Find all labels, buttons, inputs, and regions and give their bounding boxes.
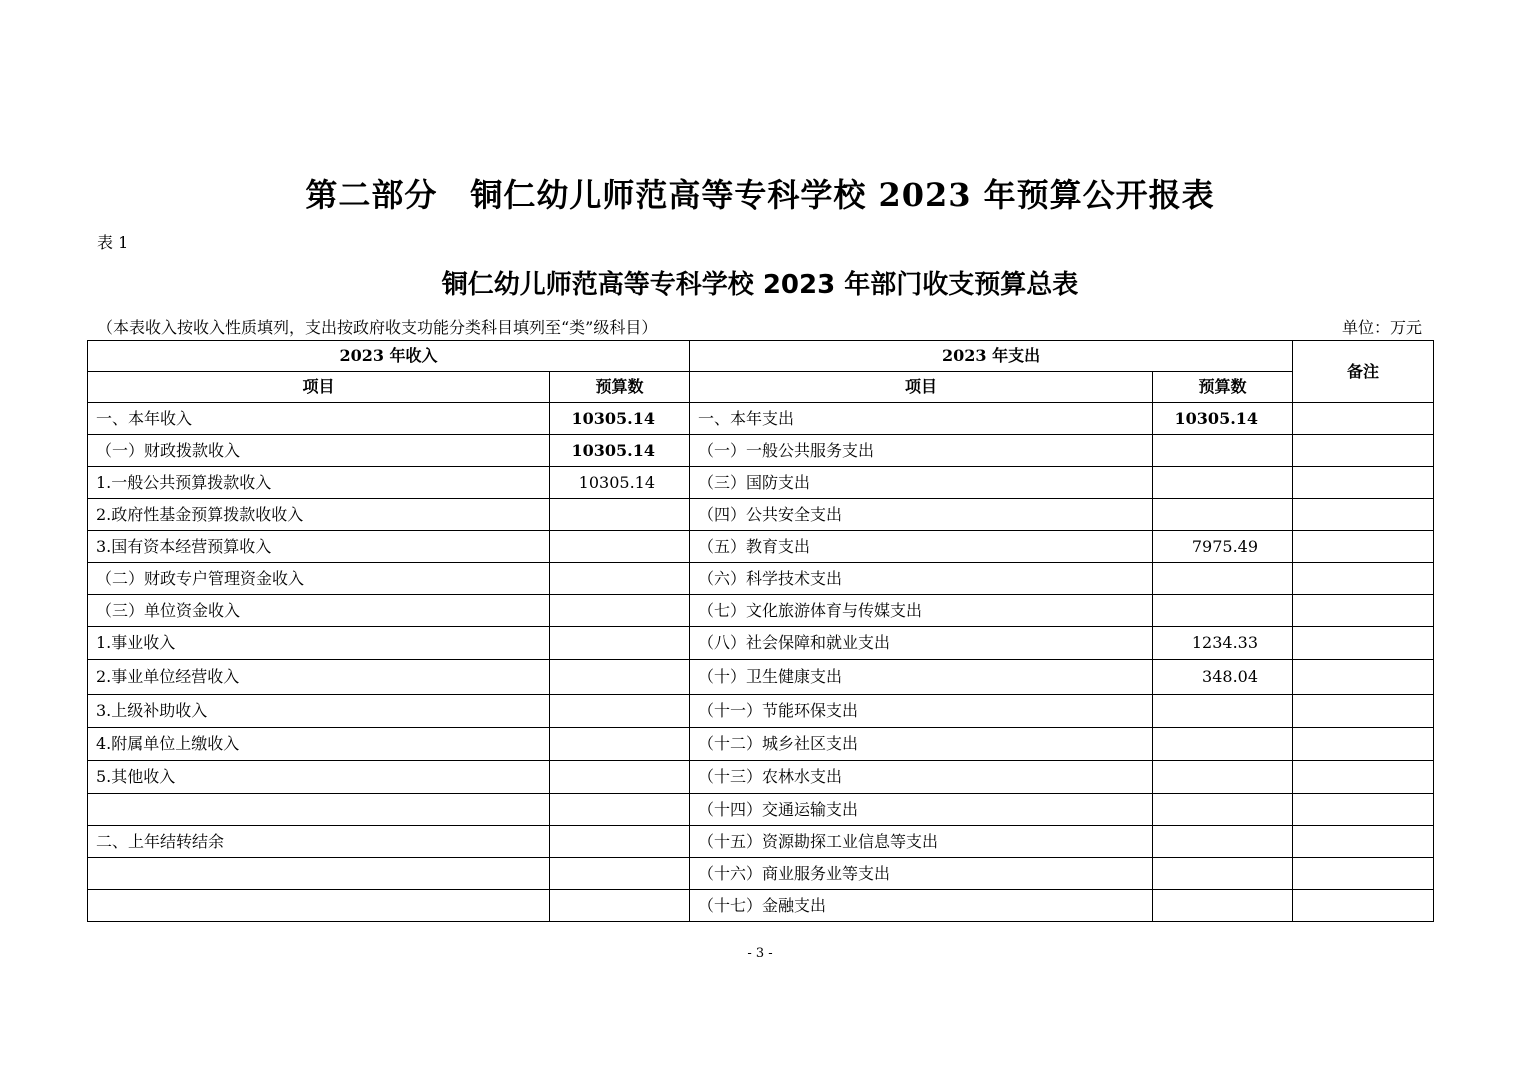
table-row [88, 858, 1434, 890]
income-value-cell [550, 794, 690, 826]
expense-item-cell: （一）一般公共服务支出 [690, 435, 1153, 467]
income-item-cell [88, 858, 550, 890]
remark-cell [1293, 531, 1434, 563]
expense-value-cell [1153, 761, 1293, 794]
income-item-cell: 1.事业收入 [88, 627, 550, 660]
remark-cell [1293, 890, 1434, 922]
income-item-cell: 1.一般公共预算拨款收入 [88, 467, 550, 499]
income-item-cell [88, 794, 550, 826]
income-item-cell: 2.事业单位经营收入 [88, 660, 550, 695]
remark-cell [1293, 467, 1434, 499]
remark-cell [1293, 761, 1434, 794]
remark-cell [1293, 499, 1434, 531]
table-row [88, 890, 1434, 922]
table-row [88, 499, 1434, 531]
income-item-cell: （三）单位资金收入 [88, 595, 550, 627]
expense-budget-header: 预算数 [1153, 372, 1293, 403]
income-value-cell [550, 728, 690, 761]
income-value-cell [550, 826, 690, 858]
table-number: 表 1 [97, 233, 129, 252]
remark-cell [1293, 794, 1434, 826]
expense-value-cell [1153, 890, 1293, 922]
table-row [88, 826, 1434, 858]
income-item-cell: （二）财政专户管理资金收入 [88, 563, 550, 595]
expense-header: 2023 年支出 [690, 341, 1293, 372]
remark-cell [1293, 403, 1434, 435]
expense-item-cell: （十二）城乡社区支出 [690, 728, 1153, 761]
expense-item-cell: （三）国防支出 [690, 467, 1153, 499]
remark-header: 备注 [1293, 341, 1434, 403]
table-row [88, 761, 1434, 794]
income-value-cell [550, 595, 690, 627]
expense-item-cell: （七）文化旅游体育与传媒支出 [690, 595, 1153, 627]
remark-cell [1293, 695, 1434, 728]
table-row [88, 660, 1434, 695]
expense-item-cell: （四）公共安全支出 [690, 499, 1153, 531]
income-value-cell [550, 531, 690, 563]
expense-value-cell: 348.04 [1153, 660, 1293, 695]
expense-item-cell: （十三）农林水支出 [690, 761, 1153, 794]
income-value-cell [550, 695, 690, 728]
income-value-cell: 10305.14 [550, 435, 690, 467]
table-row [88, 794, 1434, 826]
expense-value-cell [1153, 794, 1293, 826]
expense-item-cell: （八）社会保障和就业支出 [690, 627, 1153, 660]
header-row-columns [88, 372, 1434, 403]
expense-value-cell [1153, 595, 1293, 627]
income-item-cell: 一、本年收入 [88, 403, 550, 435]
expense-item-cell: （十四）交通运输支出 [690, 794, 1153, 826]
expense-value-cell [1153, 728, 1293, 761]
budget-summary-table [87, 340, 1434, 922]
income-item-header: 项目 [88, 372, 550, 403]
income-item-cell: （一）财政拨款收入 [88, 435, 550, 467]
table-row [88, 728, 1434, 761]
remark-cell [1293, 595, 1434, 627]
income-item-cell: 3.国有资本经营预算收入 [88, 531, 550, 563]
income-item-cell: 3.上级补助收入 [88, 695, 550, 728]
expense-value-cell [1153, 435, 1293, 467]
expense-item-cell: （十六）商业服务业等支出 [690, 858, 1153, 890]
expense-value-cell [1153, 826, 1293, 858]
expense-value-cell: 10305.14 [1153, 403, 1293, 435]
income-value-cell: 10305.14 [550, 403, 690, 435]
table-row [88, 435, 1434, 467]
income-value-cell [550, 563, 690, 595]
expense-value-cell: 1234.33 [1153, 627, 1293, 660]
table-row [88, 627, 1434, 660]
table-row [88, 595, 1434, 627]
expense-item-cell: （十七）金融支出 [690, 890, 1153, 922]
expense-value-cell: 7975.49 [1153, 531, 1293, 563]
expense-item-header: 项目 [690, 372, 1153, 403]
unit-label: 单位：万元 [1341, 318, 1422, 337]
income-item-cell: 4.附属单位上缴收入 [88, 728, 550, 761]
expense-value-cell [1153, 467, 1293, 499]
expense-value-cell [1153, 695, 1293, 728]
expense-value-cell [1153, 563, 1293, 595]
remark-cell [1293, 627, 1434, 660]
table-row [88, 403, 1434, 435]
table-row [88, 467, 1434, 499]
income-value-cell [550, 890, 690, 922]
table-row [88, 563, 1434, 595]
table-row [88, 695, 1434, 728]
expense-value-cell [1153, 499, 1293, 531]
income-value-cell [550, 761, 690, 794]
income-budget-header: 预算数 [550, 372, 690, 403]
page-number: - 3 - [747, 946, 773, 961]
table-row [88, 531, 1434, 563]
income-item-cell: 二、上年结转结余 [88, 826, 550, 858]
expense-item-cell: （十五）资源勘探工业信息等支出 [690, 826, 1153, 858]
remark-cell [1293, 435, 1434, 467]
income-item-cell [88, 890, 550, 922]
remark-cell [1293, 563, 1434, 595]
expense-item-cell: （六）科学技术支出 [690, 563, 1153, 595]
remark-cell [1293, 826, 1434, 858]
table-body [88, 403, 1434, 922]
remark-cell [1293, 728, 1434, 761]
income-value-cell [550, 499, 690, 531]
income-value-cell [550, 858, 690, 890]
expense-item-cell: （五）教育支出 [690, 531, 1153, 563]
expense-item-cell: 一、本年支出 [690, 403, 1153, 435]
expense-value-cell [1153, 858, 1293, 890]
income-header: 2023 年收入 [88, 341, 690, 372]
remark-cell [1293, 858, 1434, 890]
header-row-group [88, 341, 1434, 372]
remark-cell [1293, 660, 1434, 695]
income-value-cell [550, 627, 690, 660]
income-value-cell: 10305.14 [550, 467, 690, 499]
income-value-cell [550, 660, 690, 695]
part-title: 第二部分 铜仁幼儿师范高等专科学校 2023 年预算公开报表 [305, 176, 1215, 214]
table-note: （本表收入按收入性质填列，支出按政府收支功能分类科目填列至“类”级科目） [97, 318, 658, 337]
income-item-cell: 5.其他收入 [88, 761, 550, 794]
expense-item-cell: （十一）节能环保支出 [690, 695, 1153, 728]
table-title: 铜仁幼儿师范高等专科学校 2023 年部门收支预算总表 [441, 270, 1079, 300]
expense-item-cell: （十）卫生健康支出 [690, 660, 1153, 695]
income-item-cell: 2.政府性基金预算拨款收收入 [88, 499, 550, 531]
